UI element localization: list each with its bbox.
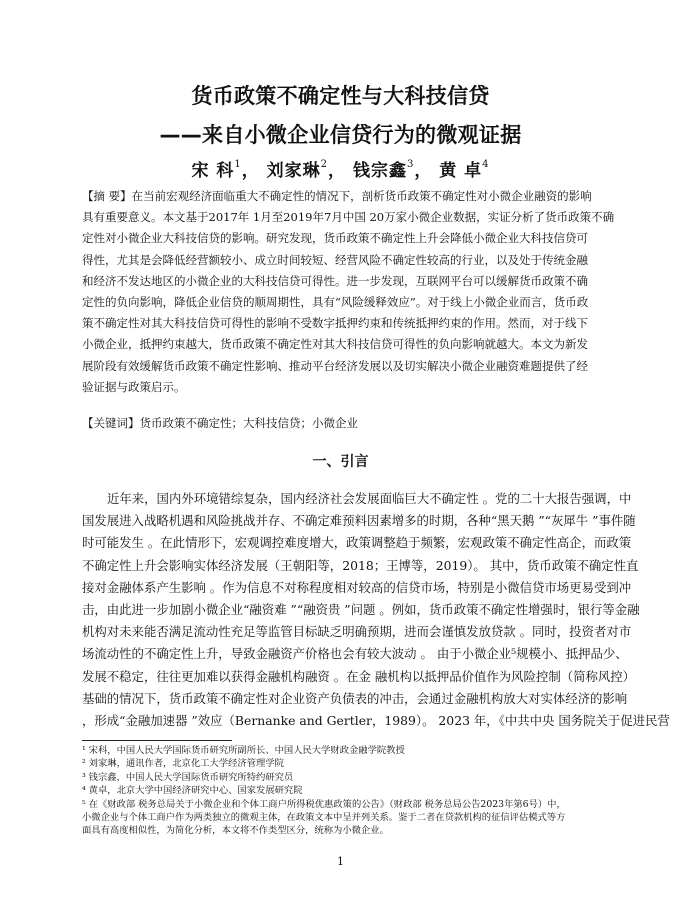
footnote-line: ¹ 宋科，中国人民大学国际货币研究所副所长、中国人民大学财政金融学院教授	[82, 745, 405, 756]
author-name: 黄 卓	[439, 161, 483, 181]
footnote-line: ⁵ 在《财政部 税务总局关于小微企业和个体工商户所得税优惠政策的公告》（财政部 税务总局公告2023年第6号）中，	[82, 798, 566, 810]
author-affiliation-mark: 1	[234, 159, 242, 171]
keywords: 【关键词】货币政策不确定性；大科技信贷；小微企业	[82, 416, 358, 430]
paper-title: 货币政策不确定性与大科技信贷	[191, 84, 490, 108]
body-line: ，形成“金融加速器 ”效应（Bernanke and Gertler，1989）。 2023 年，《中共中央 国务院关于促进民营	[82, 713, 670, 729]
abstract-line: 具有重要意义。本文基于2017年 1月至2019年7月中国 20万家小微企业数据，实证分析了货币政策不确	[82, 210, 615, 225]
section-heading-introduction: 一、引言	[312, 454, 369, 470]
body-line: 基础的情况下，货币政策不确定性对企业资产负债表的冲击，会通过金融机构放大对实体经济的影响	[82, 690, 628, 706]
footnote-line: ² 刘家琳，通讯作者，北京化工大学经济管理学院	[82, 758, 284, 770]
footnote-line: ⁴ 黄卓，北京大学中国经济研究中心、国家发展研究院	[82, 785, 303, 797]
author-separator: ，	[414, 161, 433, 181]
body-line: 击，由此进一步加剧小微企业“融资难 ”“融资贵 ”问题 。例如，货币政策不确定性增强时，银行等金融	[82, 602, 640, 618]
footnotes	[82, 744, 607, 838]
author-name: 宋 科	[191, 161, 235, 181]
abstract	[82, 186, 615, 398]
abstract-line: 和经济不发达地区的小微企业的大科技信贷可得性。进一步发现，互联网平台可以缓解货币政策不确	[82, 273, 588, 288]
abstract-line: 定性对小微企业大科技信贷的影响。研究发现，货币政策不确定性上升会降低小微企业大科技信贷可	[82, 231, 588, 246]
author-list	[0, 156, 681, 181]
body-line: 场流动性的不确定性上升，导致金融资产价格也会有较大波动 。 由于小微企业⁵规模小、抵押品少、	[82, 646, 628, 662]
footnote-divider	[82, 740, 232, 741]
footnote-line: ³ 钱宗鑫，中国人民大学国际货币研究所特约研究员	[82, 771, 294, 783]
body-line: 时可能发生 。在此情形下，宏观调控难度增大，政策调整趋于频繁，宏观政策不确定性高企，而政策	[82, 535, 632, 551]
abstract-line: 展阶段有效缓解货币政策不确定性影响、推动平台经济发展以及切实解决小微企业融资难题提供了经	[82, 358, 588, 373]
footnote-line: 小微企业与个体工商户作为两类独立的微观主体，在政策文本中呈并列关系。鉴于二者在贷款机构的征信评估模式等方	[82, 812, 566, 824]
abstract-line: 定性的负向影响，降低企业信贷的顺周期性，具有“风险缓释效应”。对于线上小微企业而言，货币政	[82, 295, 589, 310]
abstract-line: 【摘 要】在当前宏观经济面临重大不确定性的情况下，剖析货币政策不确定性对小微企业融资的影响	[82, 189, 592, 203]
abstract-line: 小微企业，抵押约束越大，货币政策不确定性对其大科技信贷可得性的负向影响就越大。本文为新发	[82, 337, 588, 352]
body-line: 不确定性上升会影响实体经济发展（王朝阳等，2018；王博等，2019）。 其中，货币政策不确定性直	[82, 557, 639, 573]
author-affiliation-mark: 3	[406, 159, 415, 171]
author-affiliation-mark: 4	[482, 159, 490, 171]
abstract-line: 验证据与政策启示。	[82, 379, 186, 394]
body-line: 国发展进入战略机遇和风险挑战并存、不确定难预料因素增多的时期，各种“黑天鹅 ”“灰犀牛 ”事件随	[82, 513, 636, 529]
body-line: 近年来，国内外环境错综复杂，国内经济社会发展面临巨大不确定性 。党的二十大报告强调，中	[107, 491, 632, 506]
footnote-line: 面具有高度相似性，为简化分析，本文将不作类型区分，统称为小微企业。	[82, 825, 389, 837]
author-name: 刘家琳	[266, 161, 321, 181]
author-separator: ，	[241, 161, 260, 181]
author-affiliation-mark: 2	[320, 159, 329, 171]
paper-subtitle: ——来自小微企业信贷行为的微观证据	[159, 123, 522, 147]
abstract-line: 策不确定性对其大科技信贷可得性的影响不受数字抵押约束和传统抵押约束的作用。然而，对于线下	[82, 316, 588, 331]
abstract-line: 得性，尤其是会降低经营额较小、成立时间较短、经营风险不确定性较高的行业，以及处于传统金融	[82, 252, 588, 267]
page-number: 1	[337, 855, 344, 868]
body-line: 接对金融体系产生影响 。作为信息不对称程度相对较高的信贷市场，特别是小微信贷市场更易受到冲	[82, 579, 632, 595]
author-name: 钱宗鑫	[352, 161, 407, 181]
author-separator: ，	[328, 161, 347, 181]
introduction-body	[82, 488, 670, 732]
body-line: 机构对未来能否满足流动性充足等监管目标缺乏明确预期，进而会谨慎发放贷款 。同时，投资者对市	[82, 624, 632, 640]
body-line: 发展不稳定，往往更加难以获得金融机构融资 。在金 融机构以抵押品价值作为风险控制（简称风控）	[82, 668, 636, 684]
